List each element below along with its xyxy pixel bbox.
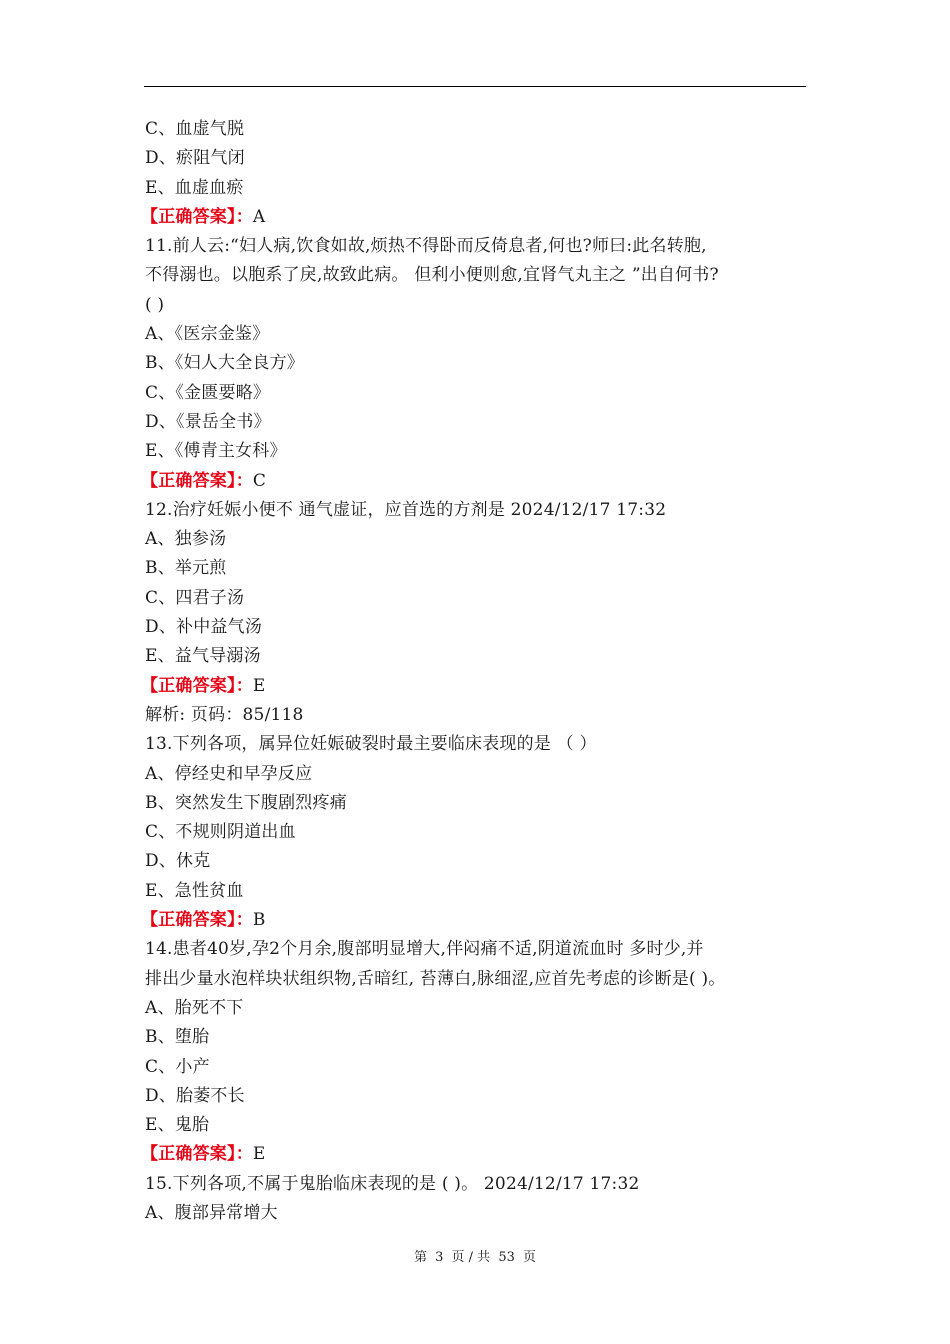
q11-option-e: E、《傅青主女科》 <box>145 441 287 462</box>
footer-mid: 页 / 共 <box>451 1250 491 1265</box>
q11-option-d: D、《景岳全书》 <box>145 411 271 432</box>
q12-option-a: A、独参汤 <box>145 529 227 550</box>
q12-option-c: C、四君子汤 <box>145 587 245 608</box>
question-12-stem: 12.治疗妊娠小便不 通气虚证，应首选的方剂是 2024/12/17 17:32 <box>145 499 667 520</box>
question-14-stem-line1: 14.患者40岁,孕2个月余,腹部明显增大,伴闷痛不适,阴道流血时 多时少,并 <box>145 939 704 960</box>
footer-suffix: 页 <box>523 1250 537 1265</box>
answer-row <box>141 203 810 232</box>
answer-label: 【正确答案】： <box>141 1144 253 1165</box>
q12-option-b: B、举元煎 <box>145 558 227 579</box>
q14-option-b: B、堕胎 <box>145 1027 210 1048</box>
answer-value: C <box>252 470 267 491</box>
q11-option-c: C、《金匮要略》 <box>145 382 271 403</box>
q14-option-e: E、鬼胎 <box>145 1115 210 1136</box>
footer-prefix: 第 <box>413 1250 427 1265</box>
question-11-stem-line3: ( ) <box>145 294 165 315</box>
q12-option-e: E、益气导溺汤 <box>145 646 261 667</box>
option-d: D、瘀阻气闭 <box>145 148 245 169</box>
option-c: C、血虚气脱 <box>145 119 245 139</box>
q11-answer-row <box>141 467 810 496</box>
page-footer <box>0 1246 950 1265</box>
q11-option-b: B、《妇人大全良方》 <box>145 353 304 374</box>
answer-label: 【正确答案】： <box>141 675 253 696</box>
question-11-stem-line1: 11.前人云:“妇人病,饮食如故,烦热不得卧而反倚息者,何也?师曰:此名转胞, <box>145 236 707 257</box>
q12-analysis: 解析: 页码：85/118 <box>145 704 304 725</box>
header-rule <box>144 86 806 87</box>
question-13-stem: 13.下列各项，属异位妊娠破裂时最主要临床表现的是 （ ） <box>145 734 597 755</box>
answer-value: A <box>252 206 266 227</box>
answer-value: E <box>252 1144 266 1165</box>
q11-option-a: A、《医宗金鉴》 <box>145 324 270 345</box>
q14-option-c: C、小产 <box>145 1056 210 1077</box>
q15-option-a: A、腹部异常增大 <box>145 1202 278 1223</box>
q14-option-d: D、胎萎不长 <box>145 1085 245 1106</box>
q13-option-b: B、突然发生下腹剧烈疼痛 <box>145 792 347 813</box>
q12-answer-row <box>141 672 810 701</box>
page-content <box>141 115 810 1228</box>
q12-option-d: D、补中益气汤 <box>145 617 263 638</box>
q13-option-e: E、急性贫血 <box>145 880 244 901</box>
answer-value: E <box>252 675 266 696</box>
question-15-stem: 15.下列各项,不属于鬼胎临床表现的是 ( )。 2024/12/17 17:32 <box>145 1173 640 1194</box>
answer-label: 【正确答案】： <box>141 910 253 931</box>
q14-option-a: A、胎死不下 <box>145 997 244 1018</box>
option-e: E、血虚血瘀 <box>145 177 244 198</box>
footer-page-number: 3 <box>435 1250 444 1265</box>
q13-option-c: C、不规则阴道出血 <box>145 822 296 843</box>
q14-answer-row <box>141 1140 810 1169</box>
q13-option-a: A、停经史和早孕反应 <box>145 763 313 784</box>
answer-label: 【正确答案】： <box>141 470 253 491</box>
q13-option-d: D、休克 <box>145 851 211 872</box>
question-14-stem-line2: 排出少量水泡样块状组织物,舌暗红, 苔薄白,脉细涩,应首先考虑的诊断是( )。 <box>145 968 726 989</box>
answer-label: 【正确答案】： <box>141 206 253 227</box>
question-11-stem-line2: 不得溺也。以胞系了戾,故致此病。 但利小便则愈,宜肾气丸主之 ”出自何书? <box>145 265 719 286</box>
q13-answer-row <box>141 906 810 935</box>
answer-value: B <box>252 910 266 931</box>
footer-total-pages: 53 <box>498 1250 515 1265</box>
